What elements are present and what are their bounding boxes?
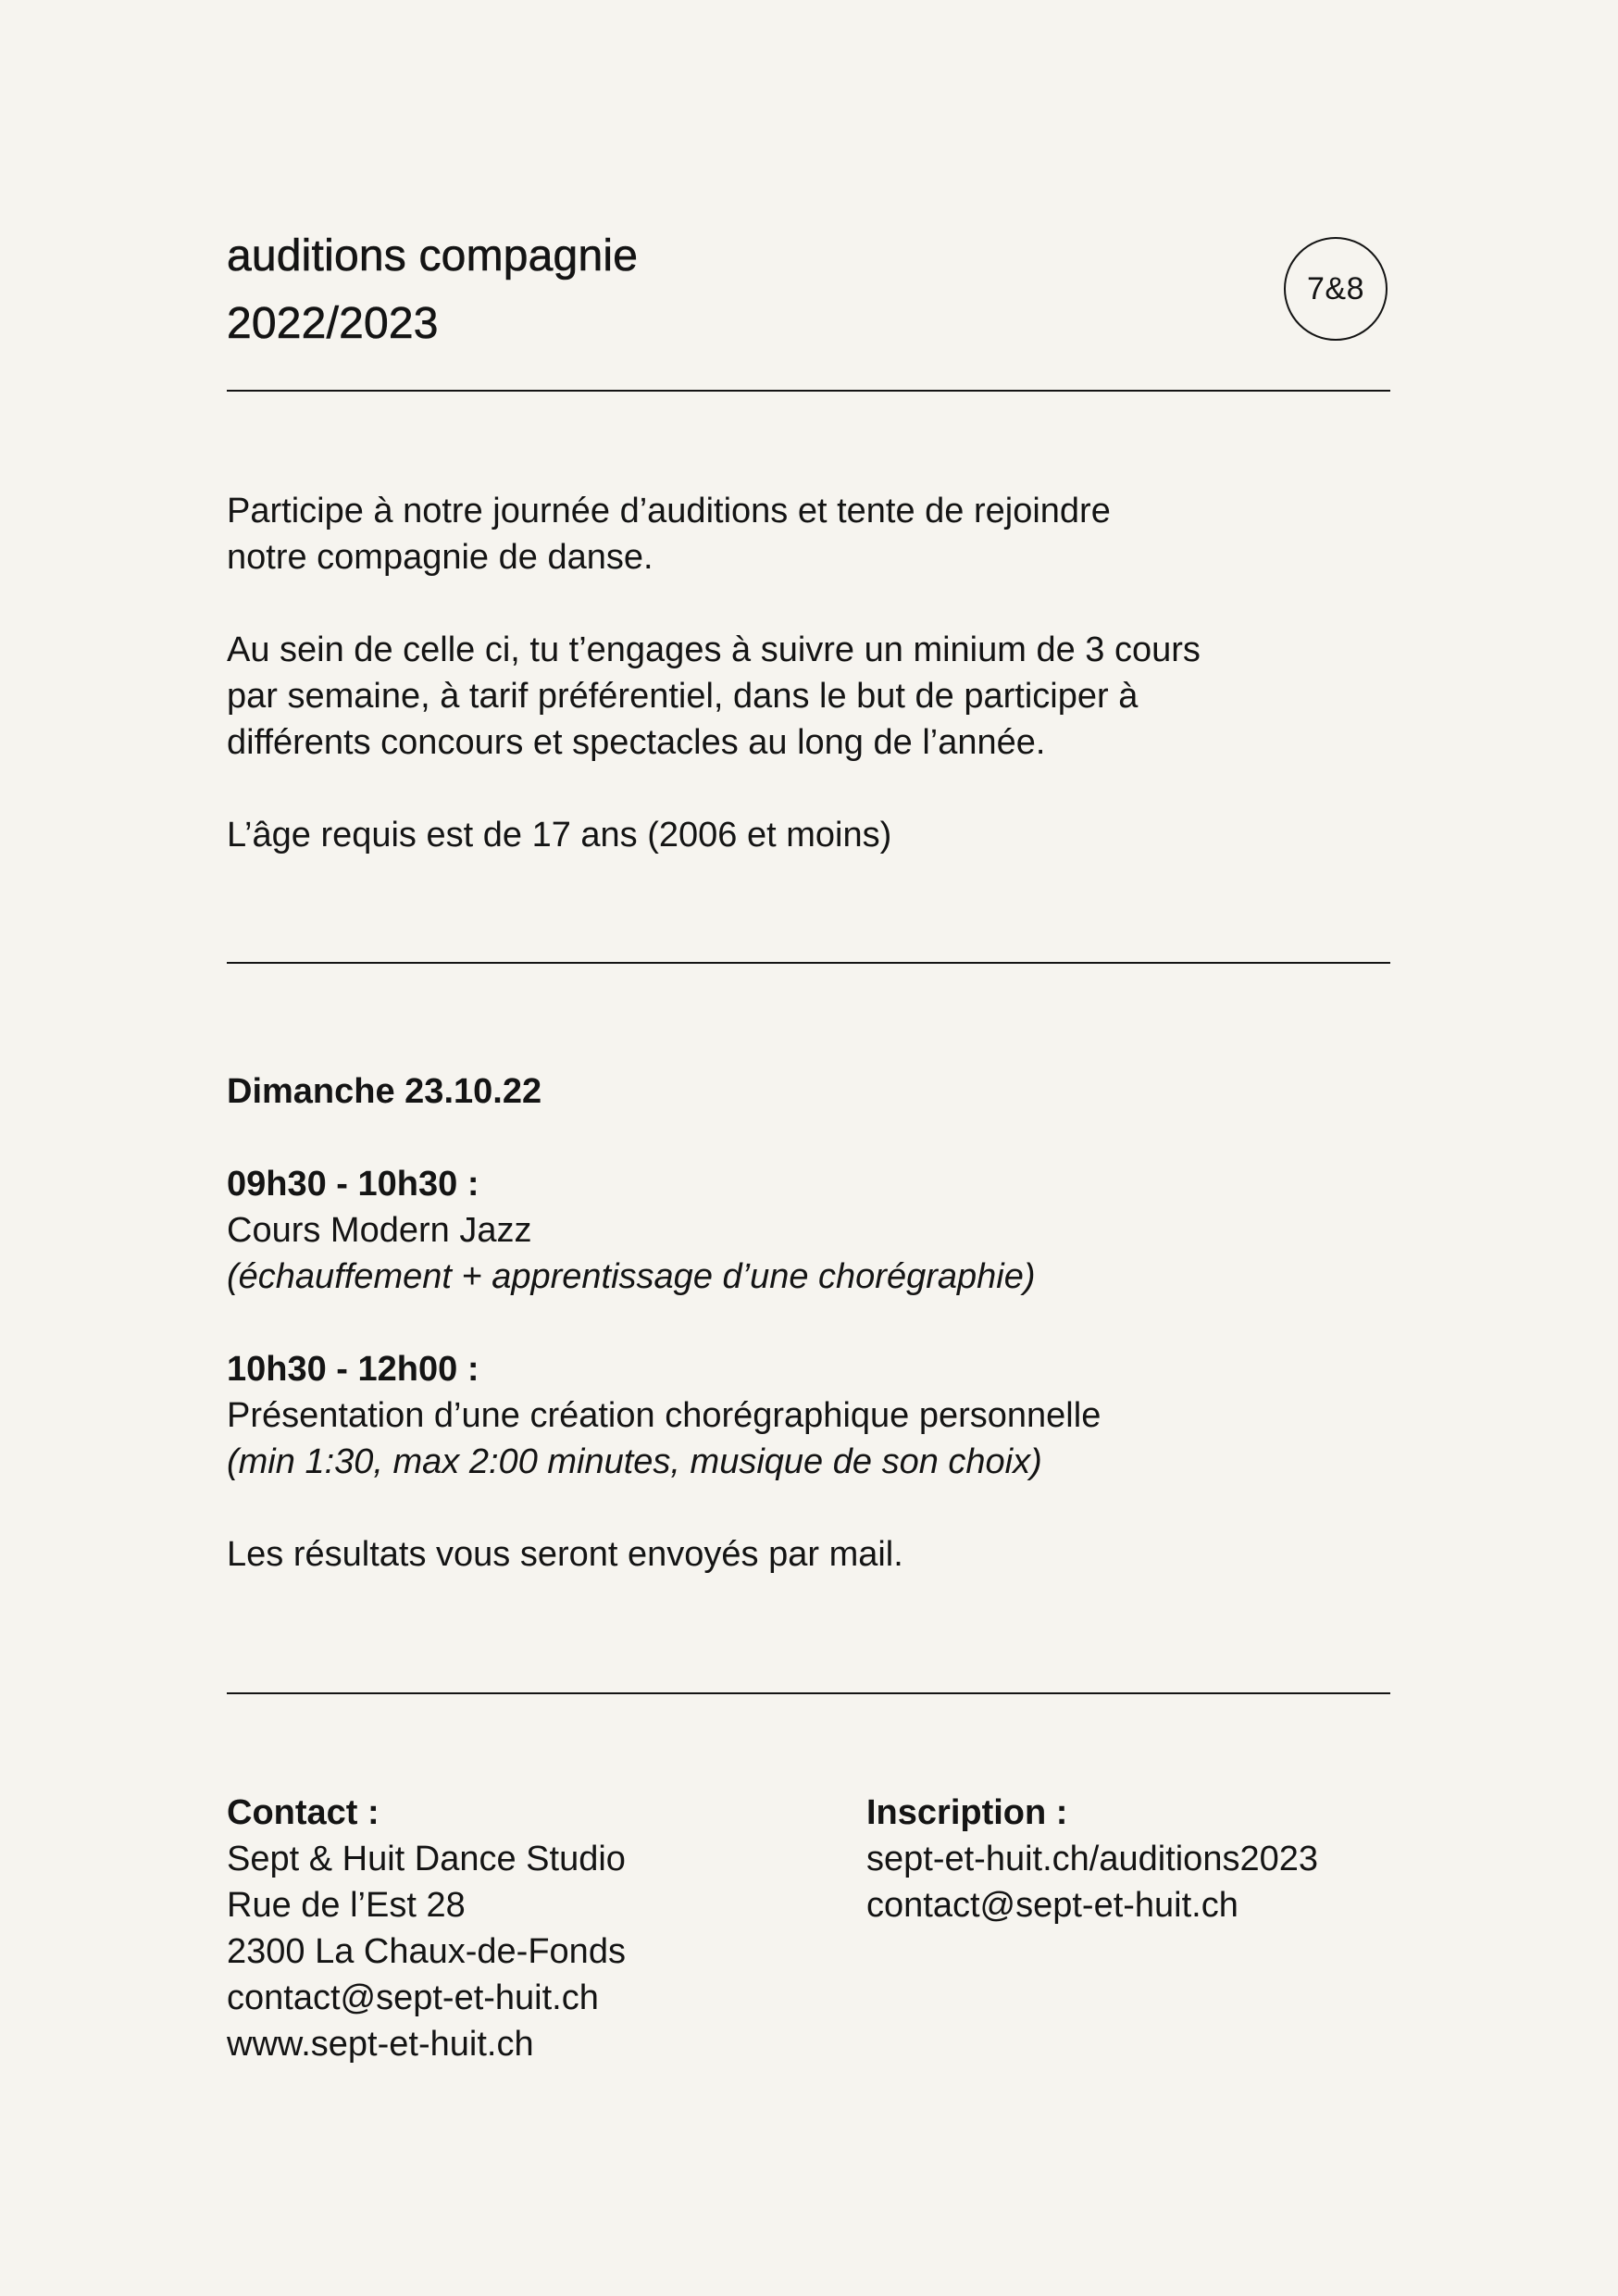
intro-p2-line1: Au sein de celle ci, tu t’engages à suivre un minium de 3 cours <box>227 630 1201 669</box>
intro-age-requirement: L’âge requis est de 17 ans (2006 et moins) <box>227 816 892 855</box>
inscription-section <box>866 1790 1318 1928</box>
intro-p1-line1: Participe à notre journée d’auditions et tente de rejoindre <box>227 492 1111 530</box>
results-note: Les résultats vous seront envoyés par mail. <box>227 1535 903 1574</box>
slot1-title: Cours Modern Jazz <box>227 1211 532 1250</box>
slot2-note: (min 1:30, max 2:00 minutes, musique de son choix) <box>227 1442 1042 1481</box>
divider-middle <box>227 962 1390 964</box>
inscription-heading: Inscription : <box>866 1793 1068 1832</box>
schedule-section <box>227 1068 1101 1578</box>
contact-name: Sept & Huit Dance Studio <box>227 1840 626 1878</box>
contact-heading: Contact : <box>227 1793 380 1832</box>
slot1-note: (échauffement + apprentissage d’une chorégraphie) <box>227 1257 1036 1296</box>
studio-logo <box>1284 237 1388 341</box>
contact-section <box>227 1790 626 2067</box>
slot2-time: 10h30 - 12h00 : <box>227 1350 479 1389</box>
contact-street: Rue de l’Est 28 <box>227 1886 466 1925</box>
contact-website[interactable]: www.sept-et-huit.ch <box>227 2025 534 2064</box>
inscription-email[interactable]: contact@sept-et-huit.ch <box>866 1886 1238 1925</box>
title-line-2: 2022/2023 <box>227 299 439 348</box>
contact-email[interactable]: contact@sept-et-huit.ch <box>227 1978 599 2017</box>
logo-text: 7&8 <box>1307 270 1364 306</box>
title-line-1: auditions compagnie <box>227 231 639 281</box>
intro-p2-line2: par semaine, à tarif préférentiel, dans le but de participer à <box>227 677 1139 716</box>
intro-section <box>227 488 1201 858</box>
intro-p2-line3: différents concours et spectacles au long de l’année. <box>227 723 1046 762</box>
schedule-date: Dimanche 23.10.22 <box>227 1072 542 1111</box>
divider-bottom <box>227 1692 1390 1694</box>
contact-city: 2300 La Chaux-de-Fonds <box>227 1932 626 1971</box>
slot2-title: Présentation d’une création chorégraphique personnelle <box>227 1396 1101 1435</box>
slot1-time: 09h30 - 10h30 : <box>227 1165 479 1204</box>
inscription-url[interactable]: sept-et-huit.ch/auditions2023 <box>866 1840 1318 1878</box>
intro-p1-line2: notre compagnie de danse. <box>227 538 653 577</box>
divider-top <box>227 390 1390 392</box>
page-title <box>227 222 638 357</box>
